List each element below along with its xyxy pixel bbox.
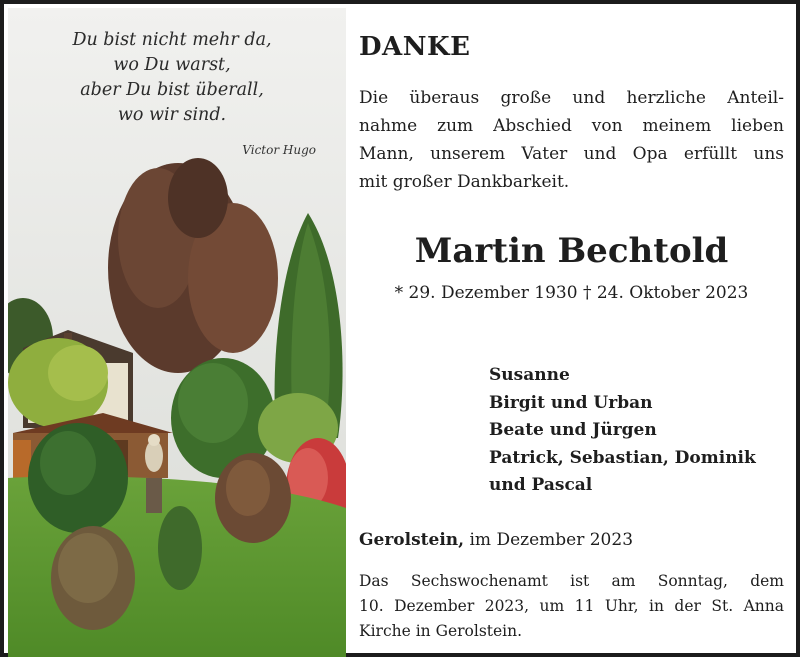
family-member: Patrick, Sebastian, Dominik <box>489 447 756 468</box>
quote-line: wo wir sind. <box>117 105 227 125</box>
family-member: und Pascal <box>489 475 593 495</box>
service-line: Das Sechswochenamt ist am Sonntag, dem <box>359 572 784 590</box>
message-line: Mann, unserem Vater und Opa erfüllt uns <box>359 144 784 164</box>
place: Gerolstein, <box>359 530 465 550</box>
quote-line: Du bist nicht mehr da, <box>72 30 272 50</box>
family-member: Susanne <box>489 365 570 385</box>
deceased-name: Martin Bechtold <box>414 231 729 271</box>
quote <box>8 28 346 128</box>
life-dates: * 29. Dezember 1930 † 24. Oktober 2023 <box>394 283 749 303</box>
service-line: Kirche in Gerolstein. <box>359 622 523 640</box>
notice-heading: DANKE <box>359 32 471 62</box>
thanks-message <box>359 84 784 196</box>
message-line: Die überaus große und herzliche Anteil- <box>359 88 784 108</box>
family-member: Beate und Jürgen <box>489 420 657 440</box>
family-member: Birgit und Urban <box>489 392 653 413</box>
service-line: 10. Dezember 2023, um 11 Uhr, in der St. Anna <box>359 597 784 615</box>
quote-author: Victor Hugo <box>242 143 316 157</box>
place-date <box>359 530 633 550</box>
quote-line: aber Du bist überall, <box>80 80 264 100</box>
quote-line: wo Du warst, <box>113 55 231 75</box>
service-info <box>359 569 784 644</box>
date: im Dezember 2023 <box>469 530 634 550</box>
message-line: nahme zum Abschied von meinem lieben <box>359 116 784 136</box>
garden-photo <box>8 8 346 657</box>
family-list <box>489 362 756 500</box>
message-line: mit großer Dankbarkeit. <box>359 172 570 192</box>
